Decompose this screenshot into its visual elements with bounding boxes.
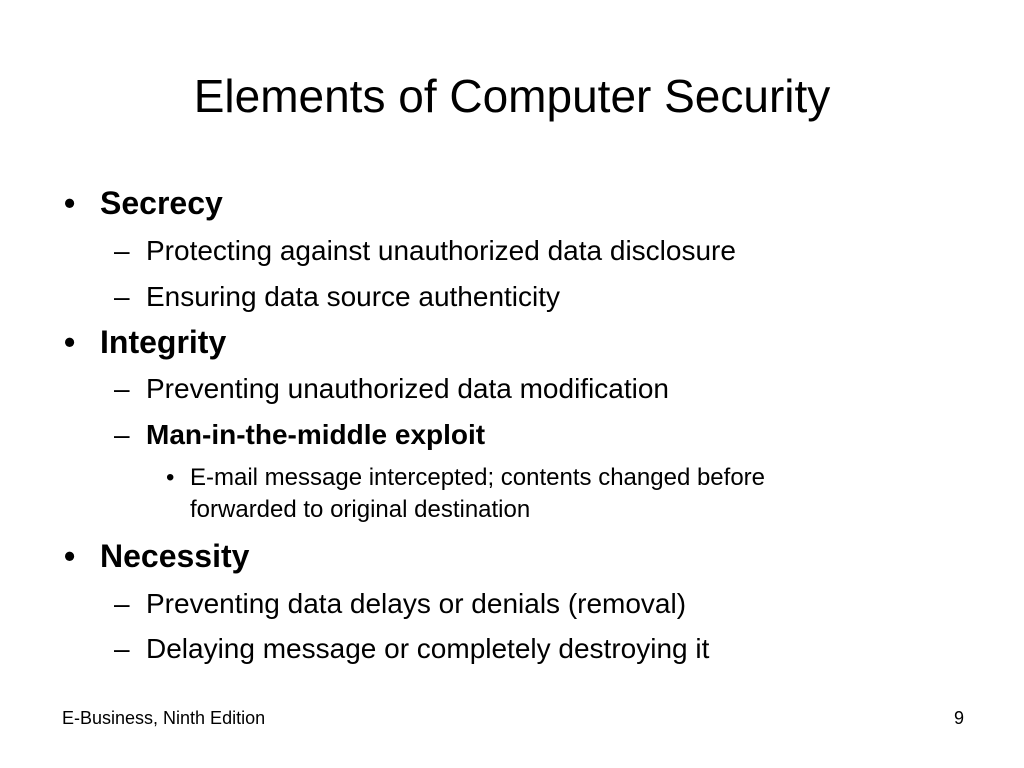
subitem-label: Protecting against unauthorized data disclosure [146,235,736,266]
small-bullet-marker: • [166,464,175,491]
subitem-label: Preventing unauthorized data modification [146,373,670,404]
dash-marker: – [114,633,130,664]
detail-line-1: E-mail message intercepted; contents changed before [190,464,766,491]
dash-marker: – [114,588,130,619]
bullet-label: Secrecy [100,185,223,221]
subitem-label: Ensuring data source authenticity [146,281,561,312]
dash-marker: – [114,281,130,312]
bullet-label: Necessity [100,538,250,574]
subitem-label: Preventing data delays or denials (removal) [146,588,687,619]
bullet-marker: • [64,324,76,360]
detail-line-2: forwarded to original destination [190,496,531,523]
subitem-label: Man-in-the-middle exploit [146,419,486,450]
page-number: 9 [953,708,964,728]
bullet-label: Integrity [100,324,227,360]
subitem-label: Delaying message or completely destroying it [146,633,710,664]
dash-marker: – [114,235,130,266]
dash-marker: – [114,419,130,450]
footer-source: E-Business, Ninth Edition [62,708,266,728]
bullet-marker: • [64,538,76,574]
bullet-marker: • [64,185,76,221]
dash-marker: – [114,373,130,404]
slide-title: Elements of Computer Security [193,70,831,122]
